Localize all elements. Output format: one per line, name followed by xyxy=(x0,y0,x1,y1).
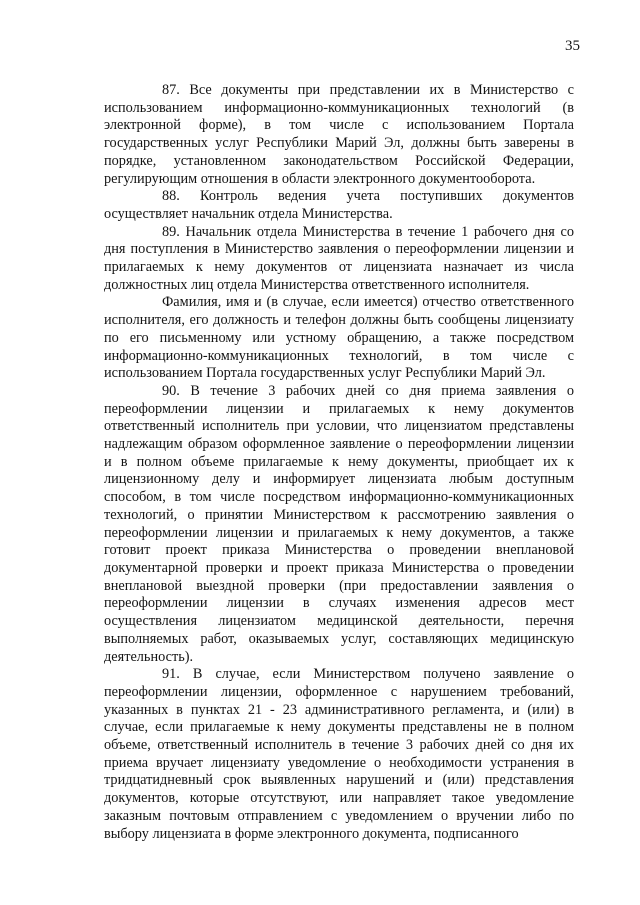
page-number: 35 xyxy=(565,38,580,54)
paragraph-89: 89. Начальник отдела Министерства в течение 1 рабочего дня со дня поступления в Министерство заявления о переоформлении лицензии и прилагаемых к нему документов от лицензиата назначает из числа должностных лиц отдела Министерства ответственного исполнителя. xyxy=(104,223,574,293)
paragraph-88: 88. Контроль ведения учета поступивших документов осуществляет начальник отдела Министерства. xyxy=(104,188,574,222)
paragraph-87: 87. Все документы при представлении их в Министерство с использованием информационно-коммуникационных технологий (в электронной форме), в том числе с использованием Портала государственных услуг Республики Марий Эл, должны быть заверены в порядке, установленном законодательством Российской Федерации, регулирующим отношения в области электронного документооборота. xyxy=(104,82,574,187)
paragraph-91: 91. В случае, если Министерством получено заявление о переоформлении лицензии, оформленное с нарушением требований, указанных в пунктах 21 - 23 административного регламента, и (или) в случае, если прилагаемые к нему документы представлены не в полном объеме, ответственный исполнитель в течение 3 рабочих дней со дня их приема вручает лицензиату уведомление о необходимости устранения в тридцатидневный срок выявленных нарушений и (или) представления документов, которые отсутствуют, или направляет такое уведомление заказным почтовым отправлением с уведомлением о вручении либо по выбору лицензиата в форме электронного документа, подписанного xyxy=(104,666,574,842)
paragraph-89-contact: Фамилия, имя и (в случае, если имеется) отчество ответственного исполнителя, его должность и телефон должны быть сообщены лицензиату по его письменному или устному обращению, а также посредством информационно-коммуникационных технологий, в том числе с использованием Портала государственных услуг Республики Марий Эл. xyxy=(104,294,574,382)
body-text xyxy=(104,82,574,843)
paragraph-90: 90. В течение 3 рабочих дней со дня приема заявления о переоформлении лицензии и прилагаемых к нему документов ответственный исполнитель при условии, что лицензиатом представлены надлежащим образом оформленное заявление о переоформлении лицензии и в полном объеме прилагаемые к нему документы, приобщает их к лицензионному делу и информирует лицензиата любым доступным способом, в том числе посредством информационно-коммуникационных технологий, о принятии Министерством к рассмотрению заявления о переоформлении лицензии и прилагаемых к нему документов, а также готовит проект приказа Министерства о проведении внеплановой документарной проверки и проект приказа Министерства о проведении внеплановой выездной проверки (при предоставлении заявления о переоформлении лицензии в случаях изменения адресов мест осуществления лицензиатом медицинской деятельности, перечня выполняемых работ, оказываемых услуг, составляющих медицинскую деятельность). xyxy=(104,382,574,665)
